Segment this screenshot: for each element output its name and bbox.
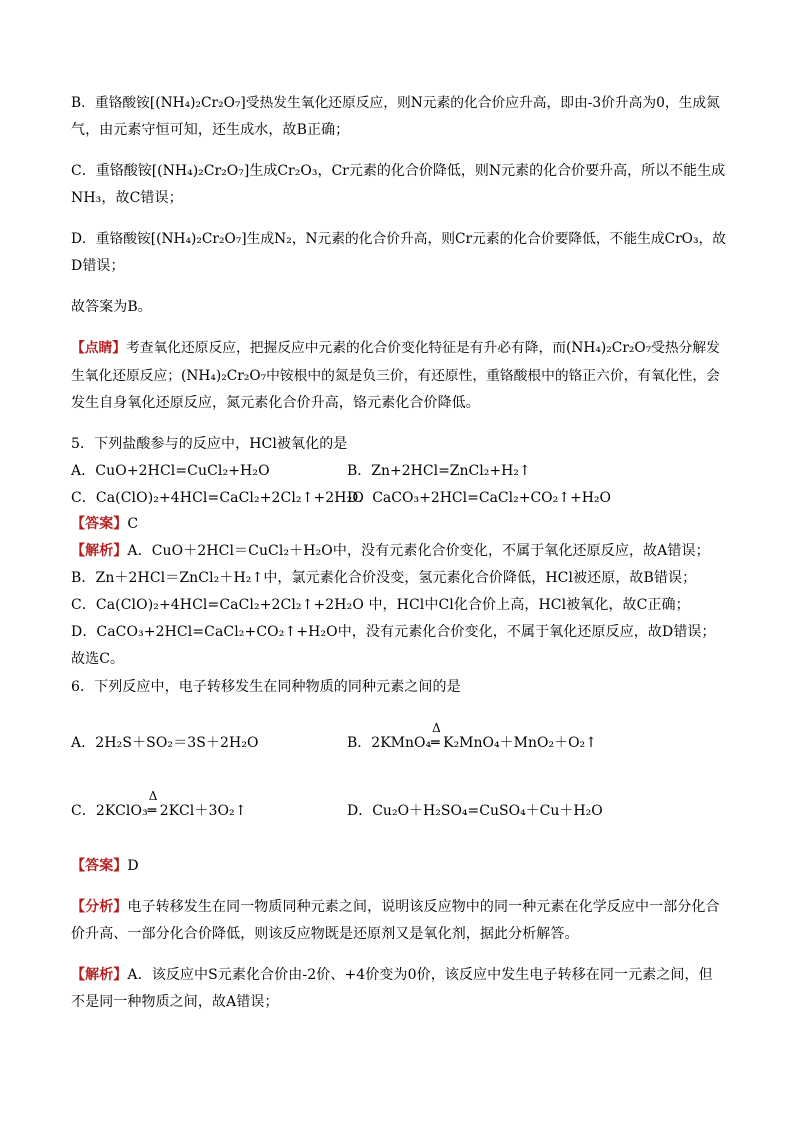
q5-answer-tag: 【答案】 xyxy=(71,516,128,532)
q5-stem: 5．下列盐酸参与的反应中，HCl被氧化的是 xyxy=(71,436,348,452)
q6-solution-text1: A．该反应中S元素化合价由-2价、+4价变为0价，该反应中发生电子转移在同一元素之间，但 xyxy=(127,967,713,983)
q6-option-b-right: K₂MnO₄＋MnO₂＋O₂↑ xyxy=(443,735,597,751)
q6-option-d: D．Cu₂O＋H₂SO₄=CuSO₄＋Cu＋H₂O xyxy=(347,803,603,819)
solution-c-line2: NH₃，故C错误； xyxy=(71,190,183,206)
q6-solution-line1 xyxy=(71,965,713,985)
q6-answer-tag: 【答案】 xyxy=(71,858,128,874)
equals-sign: ═ xyxy=(147,803,157,819)
q5-answer-line xyxy=(71,514,138,534)
q6-option-c-left: C．2KClO₃ xyxy=(71,803,148,819)
q6-option-b xyxy=(347,721,597,753)
q6-option-b-left: B．2KMnO₄ xyxy=(347,735,432,751)
q6-solution-line2: 不是同一种物质之间，故A错误； xyxy=(71,994,279,1010)
q5-answer: C xyxy=(127,516,139,532)
q6-solution-tag: 【解析】 xyxy=(71,967,128,983)
comment-tag: 【点睛】 xyxy=(71,340,127,356)
q5-analysis-a: A．CuO＋2HCl＝CuCl₂＋H₂O中，没有元素化合价变化，不属于氧化还原反应，故A错误； xyxy=(127,543,710,559)
heat-equals-c xyxy=(147,789,160,821)
solution-b-line2: 气，由元素守恒可知，还生成水，故B正确； xyxy=(71,122,350,138)
heat-equals-b xyxy=(431,721,443,753)
comment-line2: 生氧化还原反应；(NH₄)₂Cr₂O₇中铵根中的氮是负三价，有还原性，重铬酸根中的铬正六价，有氧化性，会 xyxy=(71,368,720,384)
q6-answer: D xyxy=(127,858,139,874)
q6-stem: 6．下列反应中，电子转移发生在同种物质的同种元素之间的是 xyxy=(71,679,461,695)
equals-sign: ═ xyxy=(431,735,440,751)
heat-icon: Δ xyxy=(432,721,441,735)
q5-conclusion: 故选C。 xyxy=(71,651,125,667)
q5-option-c: C．Ca(ClO)₂+4HCl=CaCl₂+2Cl₂↑+2H₂O xyxy=(71,490,364,506)
q6-analysis-line1 xyxy=(71,897,720,917)
q5-analysis-a-line xyxy=(71,541,710,561)
q6-option-a: A．2H₂S＋SO₂＝3S＋2H₂O xyxy=(71,735,259,751)
comment-text1: 考查氧化还原反应，把握反应中元素的化合价变化特征是有升必有降，而(NH₄)₂Cr₂O₇受热分解发 xyxy=(126,340,720,356)
q6-answer-line xyxy=(71,856,139,876)
solution-c-line1: C．重铬酸铵[(NH₄)₂Cr₂O₇]生成Cr₂O₃，Cr元素的化合价降低，则N元素的化合价要升高，所以不能生成 xyxy=(71,163,726,179)
q5-analysis-d: D．CaCO₃+2HCl=CaCl₂+CO₂↑+H₂O中，没有元素化合价变化，不属于氧化还原反应，故D错误； xyxy=(71,624,716,640)
solution-answer-line: 故答案为B。 xyxy=(71,299,152,315)
q5-option-b: B．Zn+2HCl=ZnCl₂+H₂↑ xyxy=(347,463,531,479)
q5-option-d: D．CaCO₃+2HCl=CaCl₂+CO₂↑+H₂O xyxy=(347,490,612,506)
q6-option-c-right: 2KCl＋3O₂↑ xyxy=(159,803,247,819)
q6-analysis-tag: 【分析】 xyxy=(71,899,128,915)
q6-option-c xyxy=(71,789,247,821)
comment-line1 xyxy=(71,338,720,358)
q5-analysis-tag: 【解析】 xyxy=(71,543,128,559)
comment-line3: 发生自身氧化还原反应，氮元素化合价升高，铬元素化合价降低。 xyxy=(71,395,480,411)
solution-b-line1: B．重铬酸铵[(NH₄)₂Cr₂O₇]受热发生氧化还原反应，则N元素的化合价应升高，即由-3价升高为0，生成氮 xyxy=(71,95,720,111)
solution-d-line1: D．重铬酸铵[(NH₄)₂Cr₂O₇]生成N₂，N元素的化合价升高，则Cr元素的化合价要降低，不能生成CrO₃，故 xyxy=(71,231,726,247)
solution-d-line2: D错误； xyxy=(71,258,125,274)
q6-analysis-text1: 电子转移发生在同一物质同种元素之间，说明该反应物中的同一种元素在化学反应中一部分化合 xyxy=(127,899,720,915)
q5-analysis-b: B．Zn＋2HCl＝ZnCl₂＋H₂↑中，氯元素化合价没变，氢元素化合价降低，HCl被还原，故B错误； xyxy=(71,570,697,586)
q5-option-a: A．CuO+2HCl=CuCl₂+H₂O xyxy=(71,463,270,479)
q6-analysis-line2: 价升高、一部分化合价降低，则该反应物既是还原剂又是氧化剂，据此分析解答。 xyxy=(71,926,579,942)
heat-icon: Δ xyxy=(148,789,158,803)
q5-analysis-c: C．Ca(ClO)₂+4HCl=CaCl₂+2Cl₂↑+2H₂O 中，HCl中Cl化合价上高，HCl被氧化，故C正确； xyxy=(71,597,690,613)
